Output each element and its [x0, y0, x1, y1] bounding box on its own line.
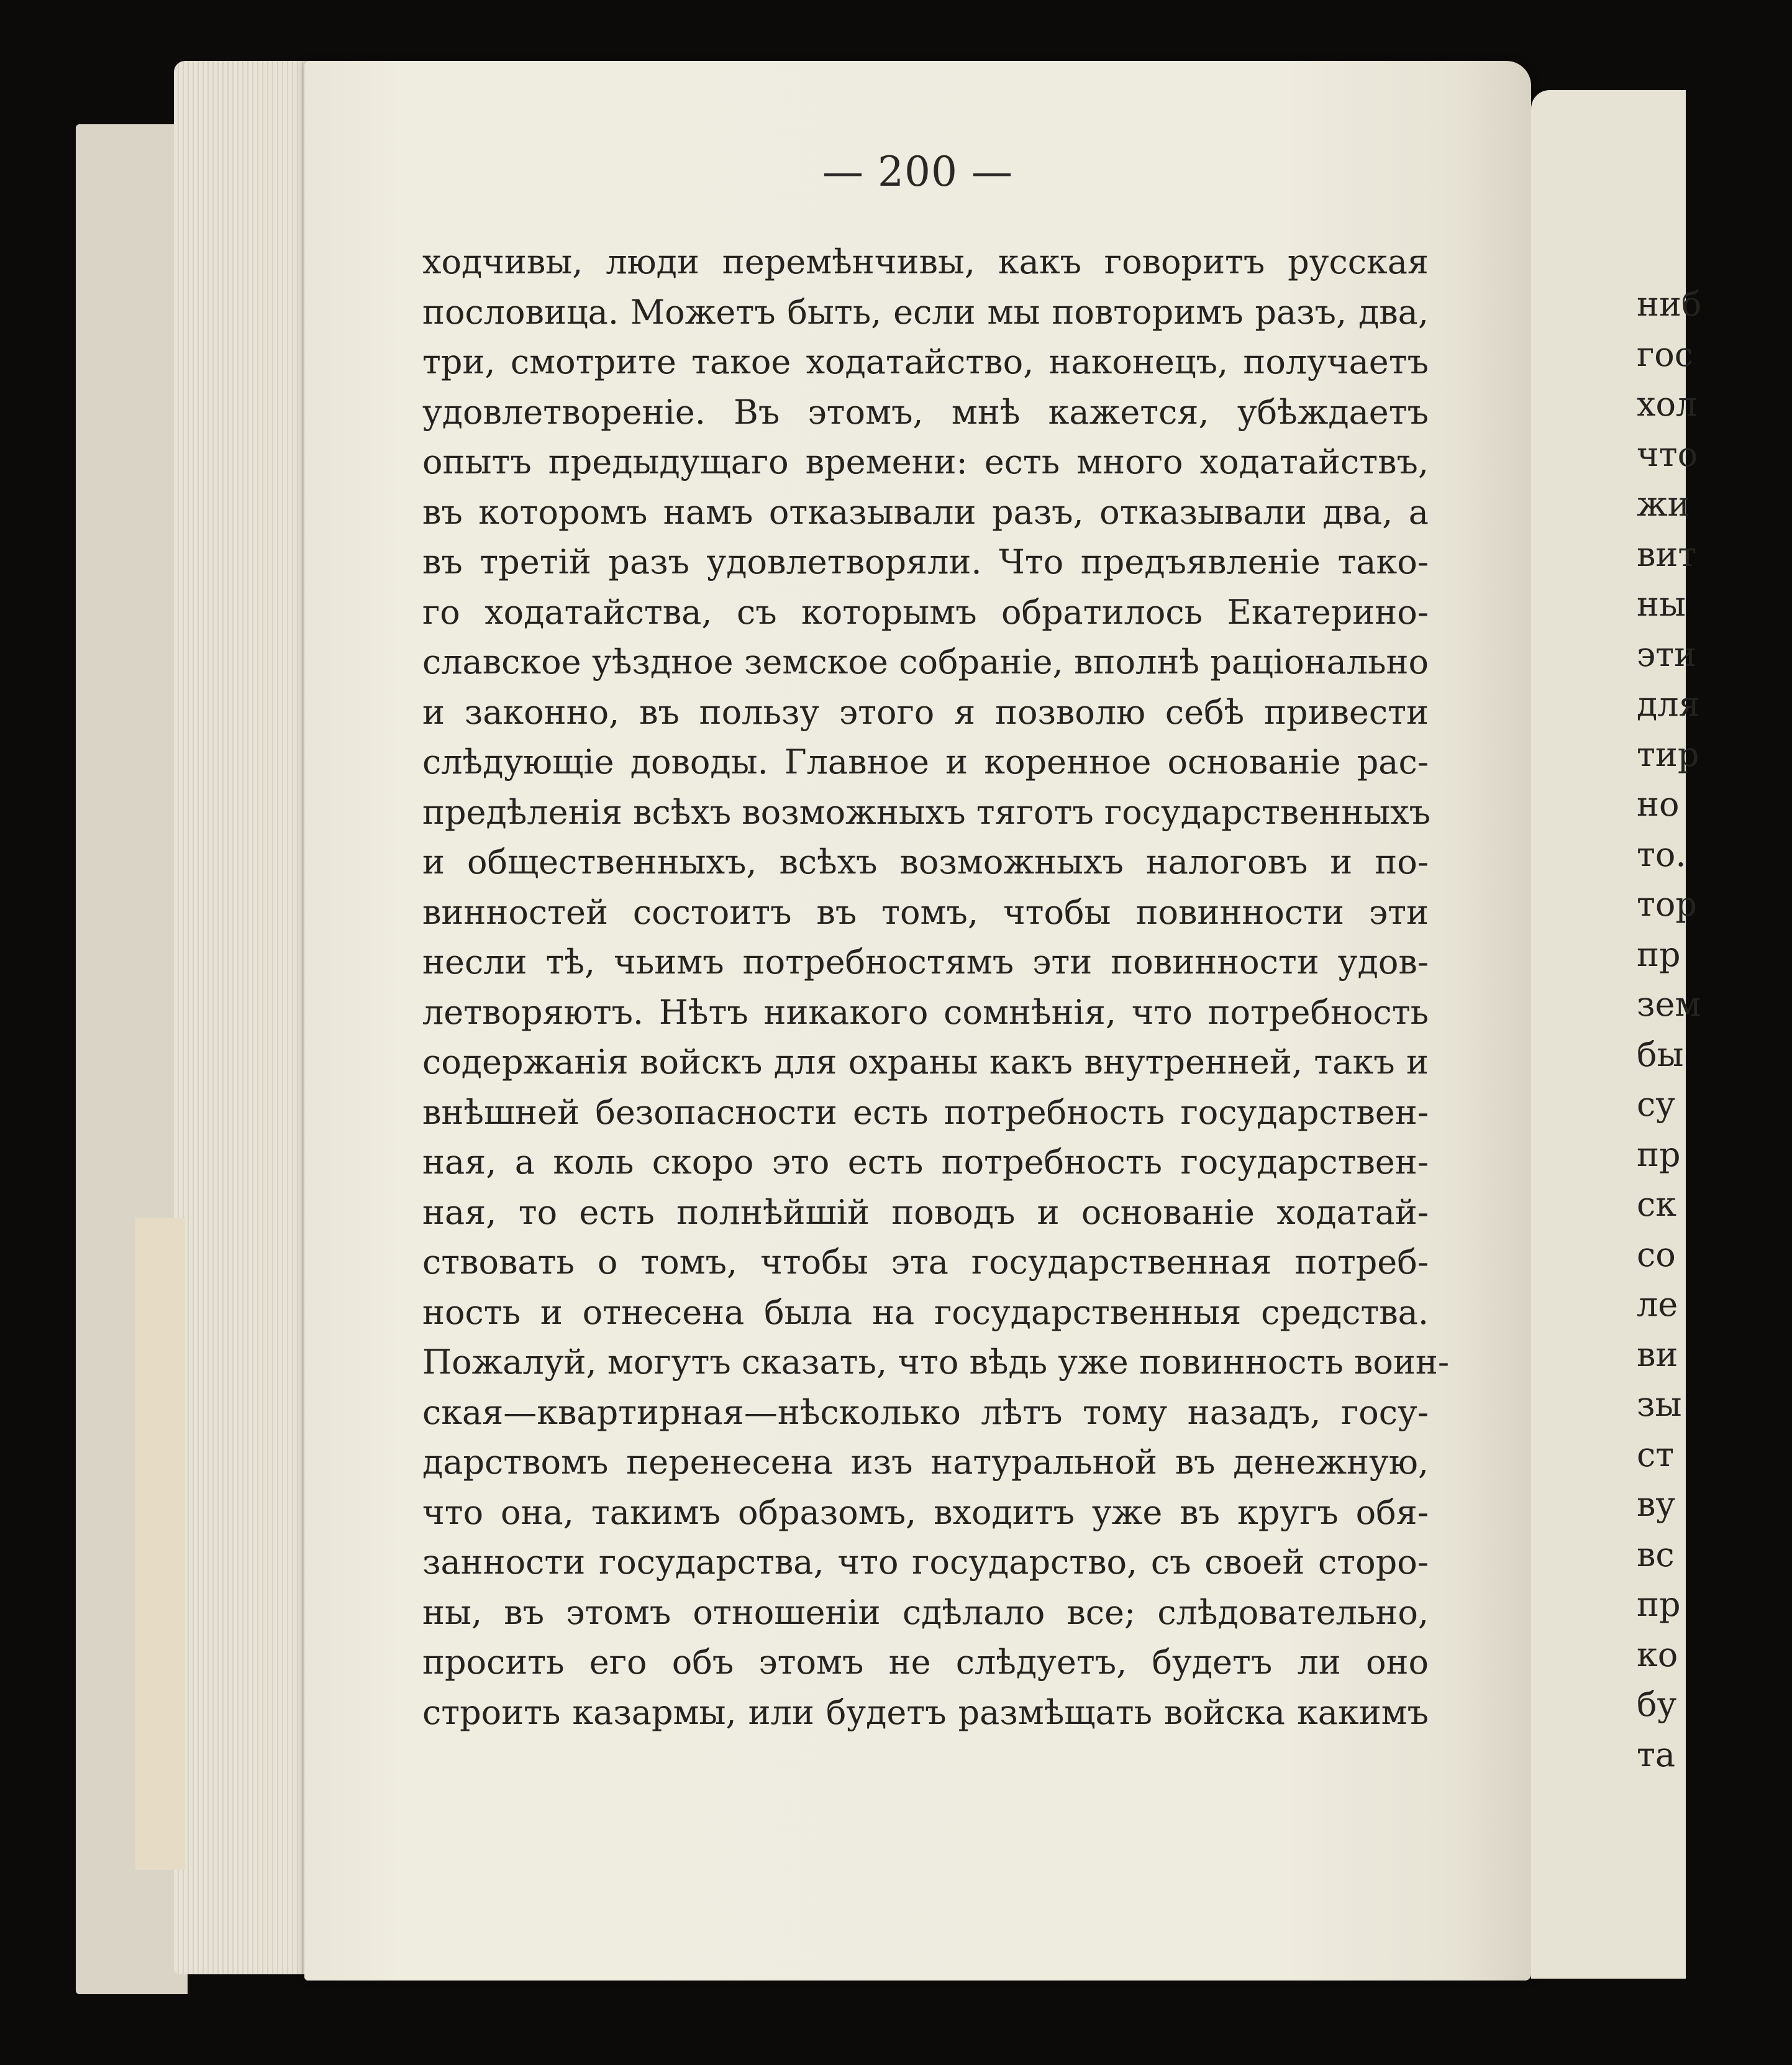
facing-text-line: ву: [1637, 1485, 1676, 1524]
text-line: три, смотрите такое ходатайство, наконецъ, получаетъ: [422, 342, 1429, 381]
text-line: винностей состоитъ въ томъ, чтобы повинности эти: [422, 892, 1429, 932]
facing-text-line: зем: [1637, 985, 1701, 1024]
facing-text-line: вит: [1637, 534, 1697, 574]
main-page: [304, 61, 1531, 1981]
text-line: несли тѣ, чьимъ потребностямъ эти повинности удов-: [422, 942, 1429, 982]
text-line: слѣдующіе доводы. Главное и коренное основаніе рас-: [422, 742, 1429, 782]
text-line: славское уѣздное земское собраніе, вполнѣ раціонально: [422, 642, 1429, 681]
facing-text-line: жи: [1637, 485, 1690, 524]
text-line: пословица. Можетъ быть, если мы повторимъ разъ, два,: [422, 292, 1429, 332]
text-line: строить казармы, или будетъ размѣщать войска какимъ: [422, 1692, 1429, 1732]
text-line: дарствомъ перенесена изъ натуральной въ денежную,: [422, 1443, 1429, 1482]
text-line: ная, а коль скоро это есть потребность государствен-: [422, 1142, 1429, 1182]
facing-text-line: что: [1637, 434, 1698, 474]
facing-text-line: ниб: [1637, 285, 1702, 324]
facing-text-line: вс: [1637, 1534, 1675, 1574]
facing-text-line: зы: [1637, 1385, 1682, 1424]
text-line: ствовать о томъ, чтобы эта государственная потреб-: [422, 1242, 1429, 1282]
facing-text-line: ст: [1637, 1434, 1675, 1474]
facing-text-line: то.: [1637, 834, 1686, 874]
facing-text-line: ви: [1637, 1334, 1678, 1374]
text-line: ны, въ этомъ отношеніи сдѣлало все; слѣдовательно,: [422, 1592, 1429, 1632]
text-line: ходчивы, люди перемѣнчивы, какъ говоритъ русская: [422, 242, 1429, 281]
text-line: го ходатайства, съ которымъ обратилось Екатерино-: [422, 592, 1429, 632]
facing-text-line: хол: [1637, 385, 1698, 424]
text-line: въ которомъ намъ отказывали разъ, отказывали два, а: [422, 492, 1429, 532]
facing-text-line: ле: [1637, 1285, 1678, 1324]
facing-text-line: ны: [1637, 585, 1686, 624]
text-line: ская—квартирная—нѣсколько лѣтъ тому назадъ, госу-: [422, 1392, 1429, 1432]
facing-text-line: со: [1637, 1234, 1676, 1274]
page-number: — 200 —: [822, 148, 1013, 196]
text-line: летворяютъ. Нѣтъ никакого сомнѣнія, что потребность: [422, 992, 1429, 1032]
text-line: и законно, въ пользу этого я позволю себѣ привести: [422, 692, 1429, 732]
facing-text-line: бу: [1637, 1685, 1677, 1724]
facing-text-line: тор: [1637, 885, 1697, 924]
page-edges: [174, 61, 311, 1974]
facing-text-line: пр: [1637, 1585, 1681, 1624]
facing-page-text: [1637, 280, 1792, 1780]
facing-text-line: но: [1637, 785, 1680, 824]
text-line: ность и отнесена была на государственныя средства.: [422, 1292, 1429, 1332]
text-line: и общественныхъ, всѣхъ возможныхъ налоговъ и по-: [422, 842, 1429, 882]
text-line: удовлетвореніе. Въ этомъ, мнѣ кажется, убѣждаетъ: [422, 392, 1429, 432]
text-line: просить его объ этомъ не слѣдуетъ, будетъ ли оно: [422, 1643, 1429, 1682]
text-line: что она, такимъ образомъ, входитъ уже въ кругъ обя-: [422, 1492, 1429, 1532]
facing-text-line: пр: [1637, 934, 1681, 974]
text-line: внѣшней безопасности есть потребность государствен-: [422, 1092, 1429, 1132]
facing-text-line: тир: [1637, 734, 1699, 774]
facing-text-line: эти: [1637, 634, 1697, 674]
text-line: занности государства, что государство, съ своей сторо-: [422, 1543, 1429, 1582]
text-line: предѣленія всѣхъ возможныхъ тяготъ государственныхъ: [422, 792, 1430, 832]
text-line: содержанія войскъ для охраны какъ внутренней, такъ и: [422, 1042, 1429, 1082]
facing-text-line: гос: [1637, 334, 1694, 374]
facing-text-line: та: [1637, 1735, 1676, 1774]
facing-text-line: су: [1637, 1085, 1676, 1124]
paper-insert-tab: [135, 1218, 185, 1870]
text-line: въ третій разъ удовлетворяли. Что предъявленіе тако-: [422, 542, 1429, 581]
facing-page: [1531, 90, 1702, 1979]
facing-text-line: бы: [1637, 1034, 1684, 1074]
text-line: Пожалуй, могутъ сказать, что вѣдь уже повинность воин-: [422, 1342, 1450, 1382]
text-line: ная, то есть полнѣйшій поводъ и основаніе ходатай-: [422, 1192, 1429, 1232]
facing-text-line: ск: [1637, 1185, 1676, 1224]
facing-text-line: пр: [1637, 1134, 1681, 1174]
text-line: опытъ предыдущаго времени: есть много ходатайствъ,: [422, 442, 1429, 481]
facing-text-line: ко: [1637, 1634, 1678, 1674]
page-text: [422, 237, 1450, 1738]
facing-text-line: для: [1637, 685, 1700, 724]
